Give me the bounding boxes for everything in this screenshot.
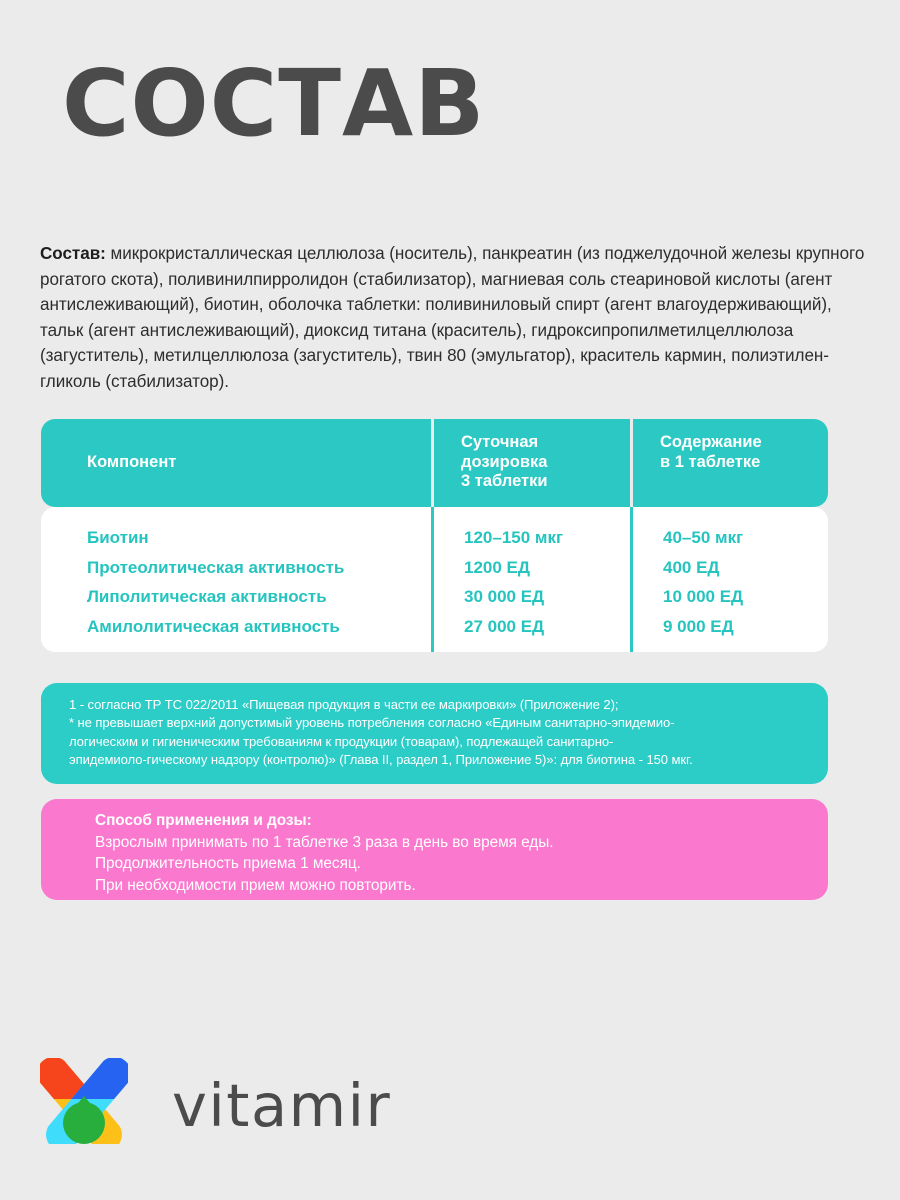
footnote-line: 1 - согласно ТР ТС 022/2011 «Пищевая продукция в части ее маркировки» (Приложение 2); — [69, 697, 619, 712]
dosage-box — [41, 799, 828, 900]
table-row: 120–150 мкг — [464, 528, 564, 547]
table-header-per-tablet-line1: Содержание — [660, 433, 762, 451]
composition-paragraph — [40, 241, 868, 394]
dosage-line: Взрослым принимать по 1 таблетке 3 раза в день во время еды. — [95, 833, 554, 851]
table-row: 10 000 ЕД — [663, 587, 744, 606]
dosage-line: Продолжительность приема 1 месяц. — [95, 855, 361, 872]
table-row: 30 000 ЕД — [464, 587, 545, 606]
table-header-row — [41, 419, 828, 507]
footnote-line: * не превышает верхний допустимый уровень потребления согласно «Единым санитарно-эпидемио- — [69, 715, 675, 731]
page-title: СОСТАВ — [62, 50, 486, 157]
table-row: 27 000 ЕД — [464, 616, 545, 636]
table-header-per-tablet — [633, 419, 828, 507]
table-header-per-tablet-line2: в 1 таблетке — [660, 452, 761, 471]
table-column-per-tablet — [630, 507, 828, 652]
composition-label: Состав: — [40, 244, 106, 264]
vitamir-v-icon — [40, 1058, 128, 1144]
footnote-box — [41, 683, 828, 784]
table-header-component-label: Компонент — [87, 453, 177, 472]
table-column-daily-dose — [431, 507, 630, 652]
brand-logo — [40, 1058, 391, 1144]
table-header-daily-line1: Суточная — [461, 433, 539, 451]
brand-name: vitamir — [172, 1070, 392, 1140]
table-row: Липолитическая активность — [87, 587, 327, 606]
table-header-component — [41, 419, 431, 507]
table-row: 1200 ЕД — [464, 557, 530, 577]
nutrition-table — [41, 419, 828, 652]
footnote-line: эпидемиоло-гическому надзору (контролю)» (Глава II, раздел 1, Приложение 5)»: для биотина - 150 мкг. — [69, 752, 693, 768]
composition-text: микрокристаллическая целлюлоза (носитель), панкреатин (из поджелудочной железы крупного рогатого скота), поливинилпирролидон (стабилизатор), магниевая соль стеариновой кислоты (агент антислеживающий), биотин, оболочка таблетки: поливиниловый спирт (агент влагоудерживающий), тальк (агент антислеживающий), диоксид титана (краситель), гидроксипропилметилцеллюлоза (загуститель), метилцеллюлоза (загуститель), твин 80 (эмульгатор), краситель кармин, полиэтилен-гликоль (стабилизатор). — [40, 244, 865, 391]
table-row: Биотин — [87, 528, 149, 547]
table-header-daily-line3: 3 таблетки — [461, 472, 548, 490]
table-row: 9 000 ЕД — [663, 616, 734, 636]
table-body — [41, 507, 828, 652]
table-row: 400 ЕД — [663, 557, 720, 577]
table-header-daily-line2: дозировка — [461, 452, 548, 471]
table-row: Протеолитическая активность — [87, 557, 345, 577]
dosage-line: При необходимости прием можно повторить. — [95, 876, 416, 894]
table-row: 40–50 мкг — [663, 528, 744, 547]
table-column-component — [41, 507, 431, 652]
table-header-daily-dose — [434, 419, 630, 507]
table-row: Амилолитическая активность — [87, 616, 340, 636]
dosage-heading: Способ применения и дозы: — [95, 812, 312, 829]
footnote-line: логическим и гигиеническим требованиям к продукции (товарам), подлежащей санитарно- — [69, 733, 614, 749]
